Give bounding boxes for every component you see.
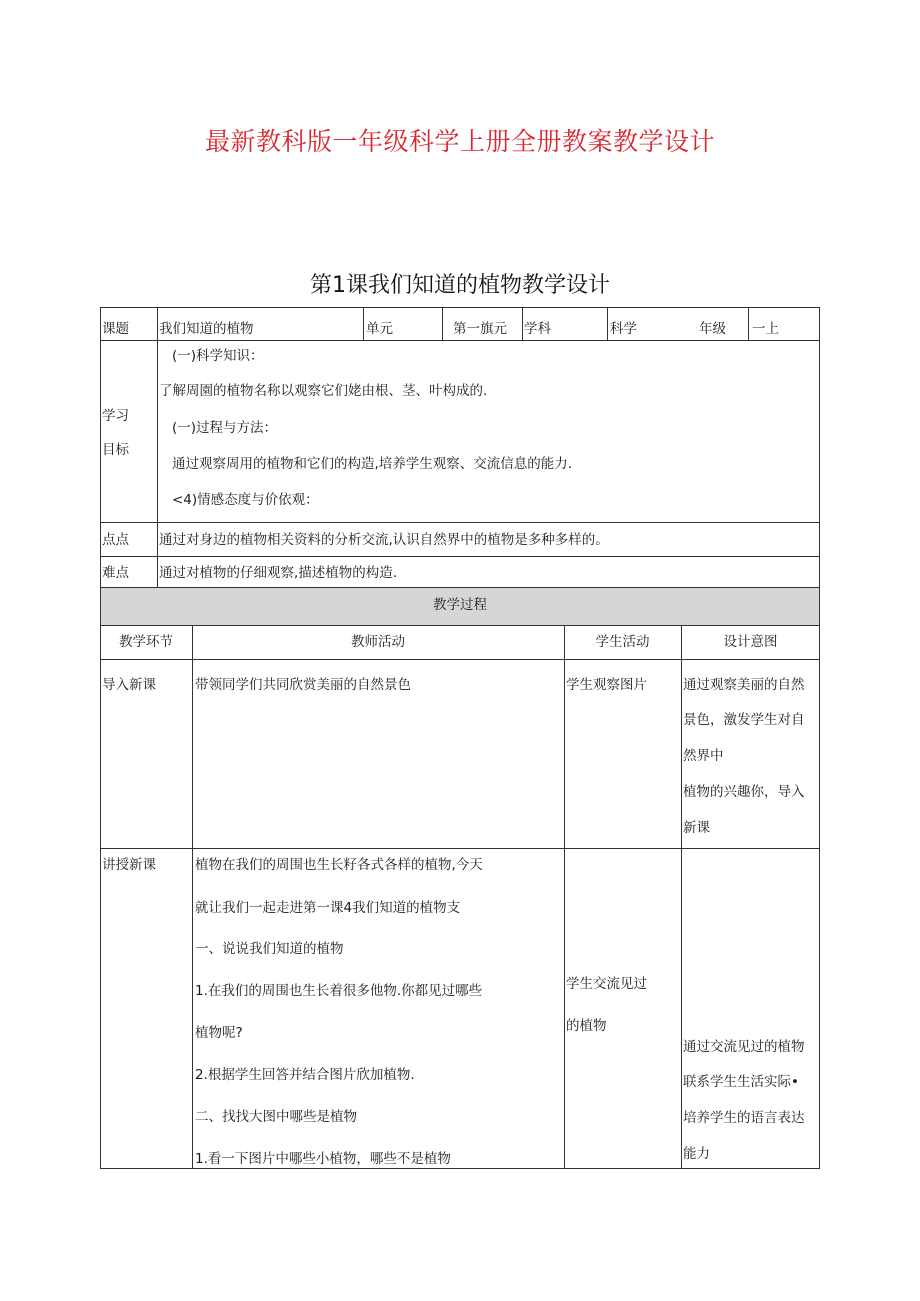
- row-divider: [100, 556, 820, 557]
- grade-value: 一上: [752, 321, 779, 337]
- subject-value: 科学: [610, 321, 637, 337]
- col-divider: [748, 307, 749, 341]
- teacher-activity: 一、说说我们知道的植物: [195, 941, 344, 957]
- row-divider: [100, 522, 820, 523]
- goal-line: <4)情感态度与价依观：: [172, 492, 319, 508]
- student-activity: 的植物: [566, 1018, 607, 1034]
- row-divider: [100, 625, 820, 626]
- col-divider: [157, 307, 158, 588]
- stage-label: 讲授新课: [102, 857, 156, 873]
- col-divider: [564, 625, 565, 1169]
- unit-label: 单元: [366, 321, 393, 337]
- key-point-text: 通过对身边的植物相关资料的分析交流,认识自然界中的植物是多种多样的。: [159, 532, 609, 548]
- student-activity: 学生观察图片: [566, 677, 647, 693]
- design-intent: 通过交流见过的植物: [683, 1039, 805, 1055]
- teacher-activity: 植物呢?: [195, 1025, 243, 1041]
- goals-label: 学习: [102, 408, 129, 424]
- topic-value: 我们知道的植物: [159, 321, 254, 337]
- goals-label: 目标: [102, 442, 129, 458]
- col-divider: [607, 307, 608, 341]
- goal-line: (一)过程与方法：: [172, 420, 278, 436]
- teacher-activity: 1.在我们的周围也生长着很多他物.你都见过哪些: [195, 983, 483, 999]
- row-divider: [100, 340, 820, 341]
- lesson-title: 第1课我们知道的植物教学设计: [310, 273, 610, 298]
- design-intent: 联系学生生活实际•: [683, 1074, 799, 1090]
- key-point-label: 点点: [102, 532, 129, 548]
- subject-label: 学科: [524, 321, 551, 337]
- goal-line: 了解周園的植物名称以观察它们姥由根、茎、叶构成的.: [159, 383, 488, 399]
- design-intent: 然界中: [683, 748, 724, 764]
- row-divider: [100, 659, 820, 660]
- col-divider: [442, 307, 443, 341]
- teacher-activity: 带领同学们共同欣赏美丽的自然景色: [195, 677, 411, 693]
- design-intent: 通过观察美丽的自然: [683, 677, 805, 693]
- design-intent: 景色，激发学生对自: [683, 712, 805, 728]
- column-header: 学生活动: [595, 634, 650, 650]
- teacher-activity: 二、找找大图中哪些是植物: [195, 1109, 357, 1125]
- goal-line: 通过观察周用的植物和它们的构造,培养学生观察、交流信息的能力.: [172, 456, 573, 472]
- grade-label: 年级: [699, 321, 726, 337]
- unit-value: 第一旗元: [453, 321, 507, 337]
- difficult-point-text: 通过对植物的仔细观察,描述植物的构造.: [159, 565, 398, 581]
- design-intent: 培养学生的语言表达: [683, 1110, 805, 1126]
- design-intent: 新课: [683, 820, 710, 836]
- topic-label: 课题: [102, 321, 129, 337]
- teacher-activity: 1.看一下图片中哪些小植物，哪些不是植物: [195, 1151, 451, 1167]
- stage-label: 导入新课: [102, 677, 156, 693]
- document-main-title: 最新教科版一年级科学上册全册教案教学设计: [204, 127, 715, 156]
- teacher-activity: 就让我们一起走进第一课4我们知道的植物支: [195, 900, 461, 916]
- design-intent: 植物的兴趣你，导入: [683, 784, 805, 800]
- difficult-point-label: 难点: [102, 565, 129, 581]
- column-header: 教师活动: [351, 634, 405, 650]
- col-divider: [522, 307, 523, 341]
- teacher-activity: 植物在我们的周围也生长籽各式各样的植物,今天: [195, 857, 483, 873]
- col-divider: [681, 625, 682, 1169]
- teacher-activity: 2.根据学生回答并结合图片欣加植物.: [195, 1067, 415, 1083]
- process-header: 教学过程: [433, 597, 487, 613]
- student-activity: 学生交流见过: [566, 976, 647, 992]
- design-intent: 能力: [683, 1146, 710, 1162]
- col-divider: [192, 625, 193, 1169]
- row-divider: [100, 848, 820, 849]
- column-header: 设计意图: [723, 634, 778, 650]
- goal-line: (一)科学知识：: [172, 348, 264, 364]
- col-divider: [363, 307, 364, 341]
- column-header: 教学环节: [119, 634, 173, 650]
